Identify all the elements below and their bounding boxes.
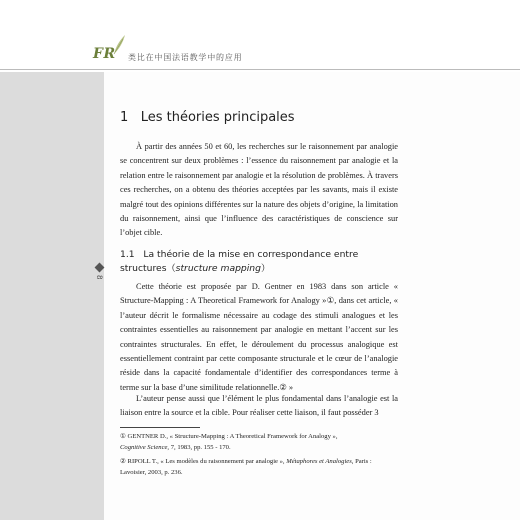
section-number: 1	[120, 110, 129, 125]
footnote-1-ref: , 7, 1983, pp. 155 - 170.	[167, 444, 231, 451]
page-header	[0, 0, 520, 72]
header-rule	[0, 69, 520, 70]
paragraph-3: L’auteur pense aussi que l’élément le plus fondamental dans l’analogie est la liaison entre la source et la cible. Pour réaliser cette liaison, il faut posséder 3	[120, 394, 398, 418]
section-title: Les théories principales	[140, 110, 295, 125]
footnote-2	[120, 456, 398, 478]
subsection-title-italic: structure mapping	[175, 263, 261, 274]
subsection-heading	[120, 248, 398, 276]
footnote-2-ref: , Paris : Lavoisier, 2003, p. 236.	[120, 458, 372, 476]
footnote-1	[120, 431, 398, 453]
section-heading	[120, 110, 295, 125]
footnote-rule	[120, 427, 200, 428]
subsection-title-end: ）	[260, 263, 271, 274]
subsection-title: La théorie de la mise en correspondance entre structures（	[120, 249, 359, 274]
footnote-2-book: Métaphores et Analogies	[286, 458, 352, 465]
page-number: 8	[95, 275, 103, 280]
paragraph-1: À partir des années 50 et 60, les recherches sur le raisonnement par analogie se concentrent sur deux problèmes : l’essence du raisonnement par analogie et la relation entre le raisonnement par analogie et la résolution de problèmes. À travers ces recherches, on a obtenu des théories acceptées par les savants, mais il existe malgré tout des opinions différentes sur la nature des objets d’origine, la limitation du raisonnement, ainsi que l’influence des caractéristiques de conscience sur l’objet cible.	[120, 142, 398, 238]
subsection-number: 1.1	[120, 249, 135, 260]
running-title: 类比在中国法语教学中的应用	[128, 53, 243, 62]
header-logo: FR	[93, 46, 116, 62]
footnote-2-text: ② RIPOLL T., « Les modèles du raisonnement par analogie »,	[120, 458, 287, 465]
footnote-1-text: ① GENTNER D., « Structure-Mapping : A Theoretical Framework for Analogy »,	[120, 433, 338, 440]
footnote-1-journal: Cognitive Science	[120, 444, 168, 451]
paragraph-2: Cette théorie est proposée par D. Gentner en 1983 dans son article « Structure-Mapping : A Theoretical Framework for Analogy »①, dans cet article, « l’auteur décrit le formalisme nécessaire au codage des stimuli analogues et les contraintes essentielles au raisonnement par analogie en mettant l’accent sur les contraintes structurales. En effet, le déroulement du processus analogique est essentiellement contraint par cette composante structurale et le cœur de l’analogie réside dans la capacité fondamentale d’identifier des correspondances terme à terme sur la base d’une similitude relationnelle.② »	[120, 282, 398, 392]
margin-bar	[0, 72, 104, 520]
